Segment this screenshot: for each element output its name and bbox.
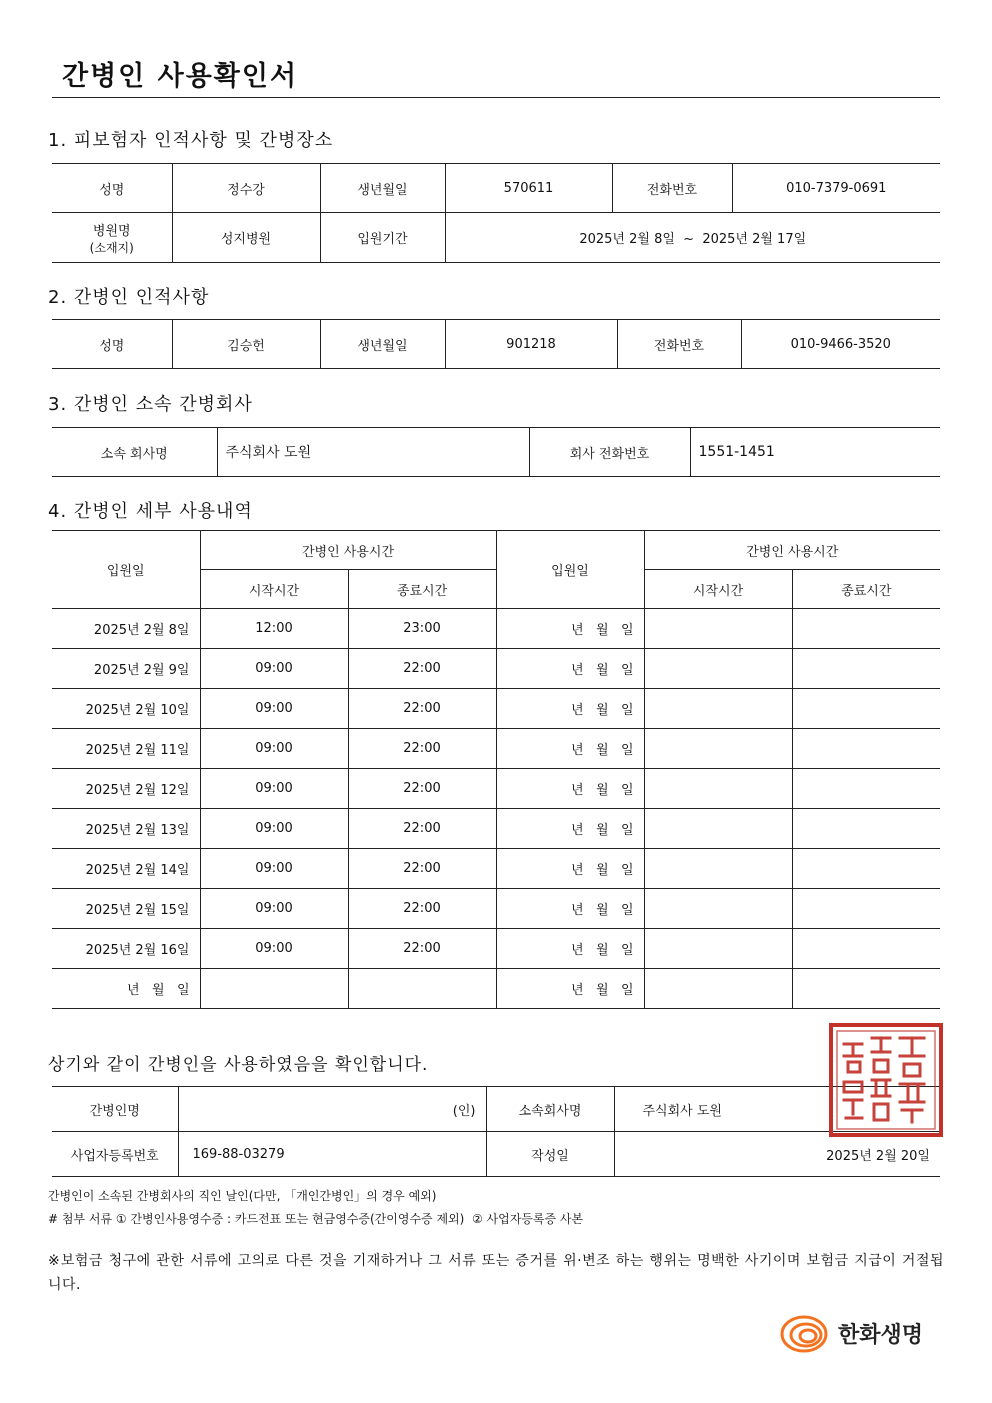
company-name: 주식회사 도원 — [217, 428, 529, 477]
section1-heading: 1. 피보험자 인적사항 및 간병장소 — [48, 130, 334, 151]
table-row — [52, 849, 940, 889]
blank-date: 년 월 일 — [496, 649, 644, 689]
insured-name: 정수강 — [172, 164, 320, 213]
hanwha-logo-icon — [778, 1310, 838, 1356]
section4-heading: 4. 간병인 세부 사용내역 — [48, 501, 253, 522]
blank-date: 년 월 일 — [496, 609, 644, 649]
blank-date: 년 월 일 — [496, 769, 644, 809]
written-date-label: 작성일 — [486, 1132, 614, 1177]
blank-start — [644, 649, 792, 689]
table-row — [52, 609, 940, 649]
blank-end — [792, 809, 940, 849]
blank-start — [644, 689, 792, 729]
title-divider — [52, 97, 940, 98]
right-usage-header: 간병인 사용시간 — [644, 531, 940, 570]
attachments-note: # 첨부 서류 ① 간병인사용영수증 : 카드전표 또는 현금영수증(간이영수증 제외) ② 사업자등록증 사본 — [48, 1212, 584, 1226]
blank-start — [644, 809, 792, 849]
usage-start: 12:00 — [200, 609, 348, 649]
table-row — [52, 929, 940, 969]
blank-start — [644, 729, 792, 769]
document-title: 간병인 사용확인서 — [62, 61, 299, 92]
usage-end: 22:00 — [348, 849, 496, 889]
usage-end — [348, 969, 496, 1009]
hospital-name: 성지병원 — [172, 213, 320, 263]
usage-date: 2025년 2월 16일 — [52, 929, 200, 969]
insured-phone-label: 전화번호 — [612, 164, 732, 213]
caregiver-phone-label: 전화번호 — [617, 320, 741, 369]
table-row — [52, 729, 940, 769]
company-seal-stamp — [828, 1022, 944, 1138]
table-row — [52, 969, 940, 1009]
blank-start — [644, 609, 792, 649]
admission-period: 2025년 2월 8일 ~ 2025년 2월 17일 — [445, 213, 940, 263]
blank-date: 년 월 일 — [496, 889, 644, 929]
blank-start — [644, 849, 792, 889]
blank-start — [644, 769, 792, 809]
caregiver-info-table — [52, 319, 940, 369]
usage-date: 2025년 2월 10일 — [52, 689, 200, 729]
blank-start — [644, 889, 792, 929]
usage-date: 2025년 2월 9일 — [52, 649, 200, 689]
blank-end — [792, 889, 940, 929]
confirmation-table — [52, 1086, 940, 1177]
usage-start: 09:00 — [200, 689, 348, 729]
usage-end: 23:00 — [348, 609, 496, 649]
blank-end — [792, 689, 940, 729]
caregiver-seal-mark: (인) — [178, 1087, 486, 1132]
blank-end — [792, 929, 940, 969]
blank-end — [792, 729, 940, 769]
table-row — [52, 769, 940, 809]
usage-start: 09:00 — [200, 809, 348, 849]
company-info-table — [52, 427, 940, 477]
insured-birth: 570611 — [445, 164, 612, 213]
company-label: 소속 회사명 — [52, 428, 217, 477]
insured-info-table — [52, 163, 940, 263]
caregiver-birth: 901218 — [445, 320, 617, 369]
hospital-label: 병원명 (소재지) — [52, 213, 172, 263]
company-phone-label: 회사 전화번호 — [529, 428, 690, 477]
left-date-header: 입원일 — [52, 531, 200, 609]
usage-end: 22:00 — [348, 769, 496, 809]
usage-start: 09:00 — [200, 889, 348, 929]
brand-name: 한화생명 — [838, 1323, 924, 1348]
blank-end — [792, 849, 940, 889]
company-sign-label: 소속회사명 — [486, 1087, 614, 1132]
table-row — [52, 889, 940, 929]
bizno-label: 사업자등록번호 — [52, 1132, 178, 1177]
usage-end: 22:00 — [348, 809, 496, 849]
usage-start: 09:00 — [200, 929, 348, 969]
usage-start: 09:00 — [200, 649, 348, 689]
blank-end — [792, 969, 940, 1009]
usage-end: 22:00 — [348, 689, 496, 729]
blank-end — [792, 609, 940, 649]
caregiver-birth-label: 생년월일 — [320, 320, 445, 369]
usage-date: 년 월 일 — [52, 969, 200, 1009]
admission-period-label: 입원기간 — [320, 213, 445, 263]
caregiver-name: 김승헌 — [172, 320, 320, 369]
insured-birth-label: 생년월일 — [320, 164, 445, 213]
left-end-header: 종료시간 — [348, 570, 496, 609]
blank-start — [644, 929, 792, 969]
bizno-value: 169-88-03279 — [178, 1132, 486, 1177]
usage-start: 09:00 — [200, 849, 348, 889]
left-usage-header: 간병인 사용시간 — [200, 531, 496, 570]
usage-end: 22:00 — [348, 729, 496, 769]
written-date: 2025년 2월 20일 — [614, 1132, 940, 1177]
blank-date: 년 월 일 — [496, 849, 644, 889]
caregiver-name-label: 성명 — [52, 320, 172, 369]
blank-end — [792, 649, 940, 689]
usage-start — [200, 969, 348, 1009]
usage-date: 2025년 2월 15일 — [52, 889, 200, 929]
company-sign-name: 주식회사 도원 — [614, 1087, 940, 1132]
table-row — [52, 689, 940, 729]
usage-date: 2025년 2월 11일 — [52, 729, 200, 769]
usage-end: 22:00 — [348, 889, 496, 929]
usage-date: 2025년 2월 12일 — [52, 769, 200, 809]
blank-date: 년 월 일 — [496, 689, 644, 729]
usage-start: 09:00 — [200, 769, 348, 809]
right-start-header: 시작시간 — [644, 570, 792, 609]
blank-date: 년 월 일 — [496, 809, 644, 849]
right-date-header: 입원일 — [496, 531, 644, 609]
caregiver-sign-label: 간병인명 — [52, 1087, 178, 1132]
insured-name-label: 성명 — [52, 164, 172, 213]
usage-start: 09:00 — [200, 729, 348, 769]
blank-date: 년 월 일 — [496, 969, 644, 1009]
table-row — [52, 809, 940, 849]
company-phone: 1551-1451 — [690, 428, 940, 477]
section3-heading: 3. 간병인 소속 간병회사 — [48, 394, 253, 415]
section2-heading: 2. 간병인 인적사항 — [48, 287, 210, 308]
insured-phone: 010-7379-0691 — [732, 164, 940, 213]
blank-date: 년 월 일 — [496, 929, 644, 969]
blank-start — [644, 969, 792, 1009]
blank-end — [792, 769, 940, 809]
usage-detail-table — [52, 530, 940, 1009]
table-row — [52, 649, 940, 689]
usage-date: 2025년 2월 13일 — [52, 809, 200, 849]
stamp-note: 간병인이 소속된 간병회사의 직인 날인(다만, 「개인간병인」의 경우 예외) — [48, 1189, 437, 1203]
fraud-warning: ※보험금 청구에 관한 서류에 고의로 다른 것을 기재하거나 그 서류 또는 증거를 위·변조 하는 행위는 명백한 사기이며 보험금 지급이 거절됩니다. — [48, 1253, 944, 1293]
usage-date: 2025년 2월 8일 — [52, 609, 200, 649]
left-start-header: 시작시간 — [200, 570, 348, 609]
usage-date: 2025년 2월 14일 — [52, 849, 200, 889]
right-end-header: 종료시간 — [792, 570, 940, 609]
usage-end: 22:00 — [348, 929, 496, 969]
usage-end: 22:00 — [348, 649, 496, 689]
blank-date: 년 월 일 — [496, 729, 644, 769]
caregiver-phone: 010-9466-3520 — [741, 320, 940, 369]
confirmation-statement: 상기와 같이 간병인을 사용하였음을 확인합니다. — [48, 1055, 429, 1075]
